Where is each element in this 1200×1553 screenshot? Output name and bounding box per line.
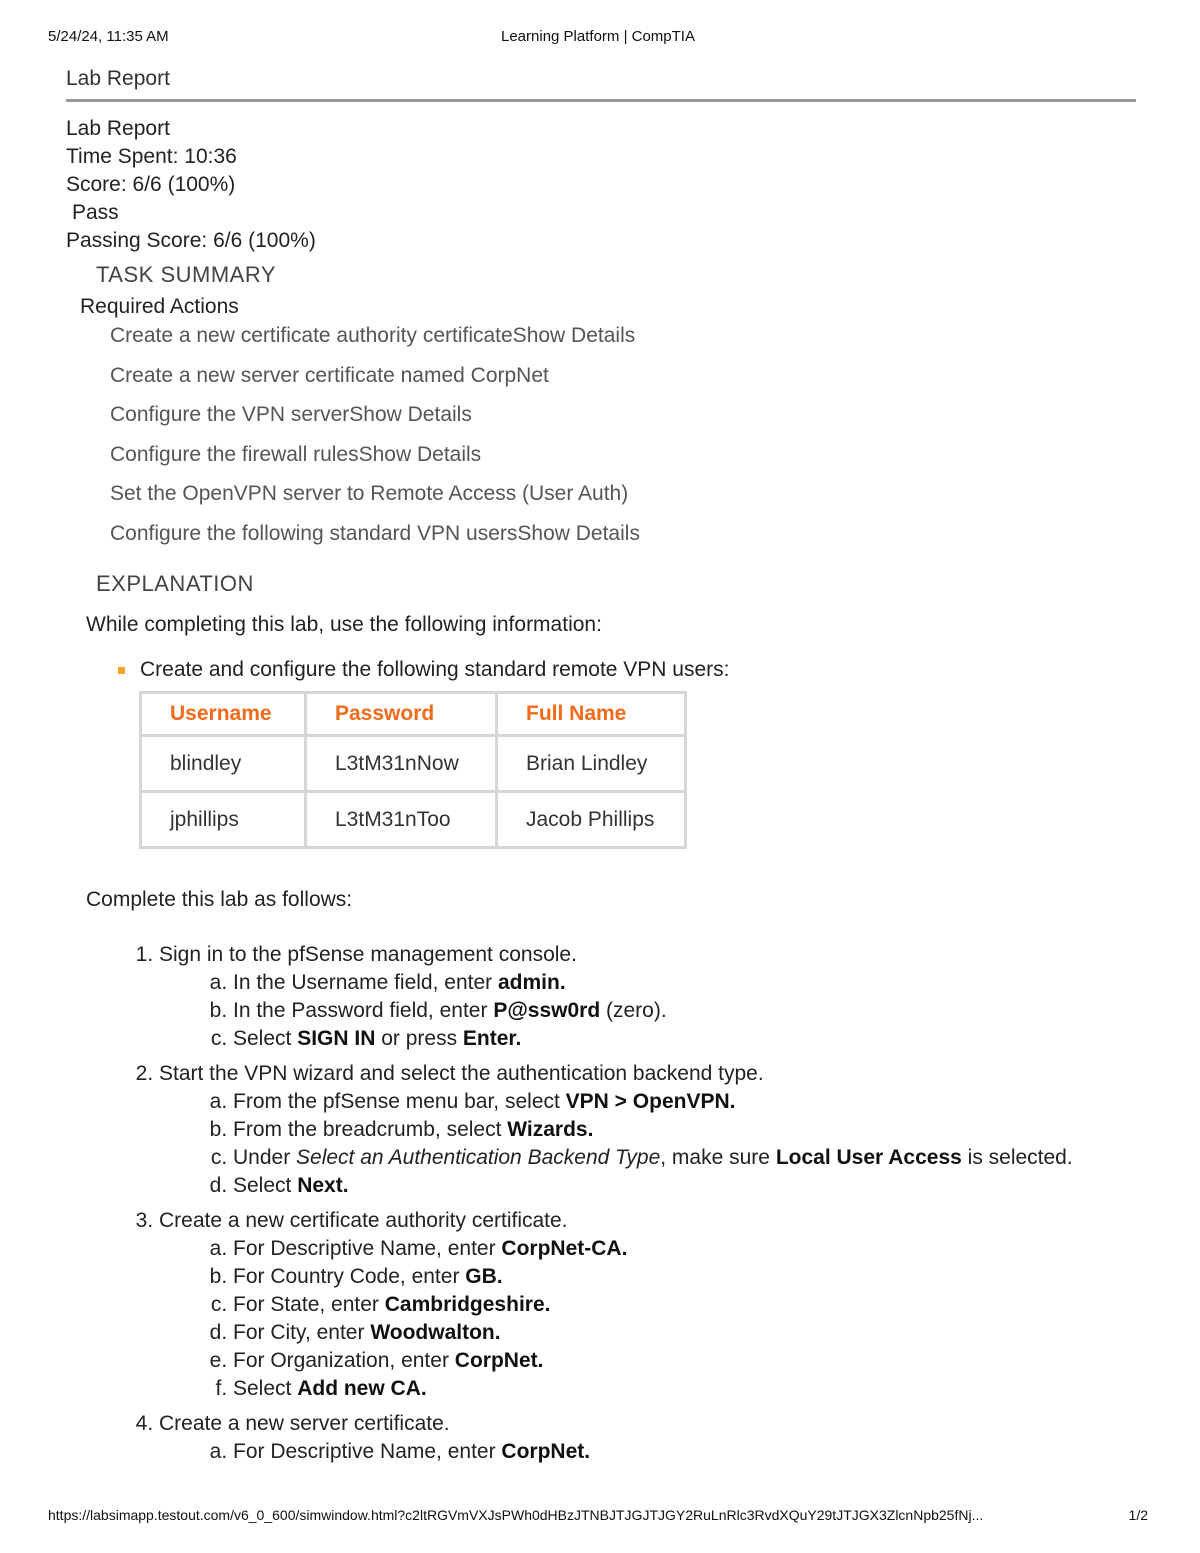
- column-header-username: Username: [141, 693, 306, 736]
- time-spent-row: [66, 143, 1136, 171]
- explanation-intro: While completing this lab, use the following information:: [86, 613, 602, 636]
- instruction-steps: [66, 941, 1136, 1466]
- title-divider: [66, 99, 1136, 102]
- step-item: [159, 941, 1136, 1053]
- page-title: Lab Report: [66, 67, 170, 90]
- score-value: 6/6 (100%): [132, 173, 236, 196]
- time-spent-value: 10:36: [184, 145, 237, 168]
- time-spent-label: Time Spent:: [66, 145, 179, 168]
- action-item[interactable]: Configure the VPN serverShow Details: [110, 403, 472, 426]
- page-number: 1/2: [1128, 1507, 1148, 1523]
- cell-full-name: Jacob Phillips: [497, 792, 686, 848]
- action-item: Set the OpenVPN server to Remote Access (User Auth): [110, 482, 629, 505]
- required-actions-heading: Required Actions: [80, 295, 239, 318]
- substep-list: [159, 1438, 1136, 1466]
- column-header-password: Password: [306, 693, 497, 736]
- substep-item: a. For Descriptive Name, enter CorpNet.: [233, 1438, 1136, 1466]
- action-item[interactable]: Configure the firewall rulesShow Details: [110, 442, 482, 466]
- print-page-title: Learning Platform | CompTIA: [501, 28, 695, 45]
- cell-username: blindley: [141, 736, 306, 792]
- status-badge: Pass: [72, 201, 119, 224]
- substep-item: e. For Organization, enter CorpNet.: [233, 1347, 1136, 1375]
- substep-item: d. Select Next.: [233, 1172, 1136, 1200]
- action-item[interactable]: Create a new certificate authority certificateShow Details: [110, 324, 636, 347]
- task-summary-heading: TASK SUMMARY: [96, 262, 276, 287]
- substep-item: b. For Country Code, enter GB.: [233, 1263, 1136, 1291]
- substep-item: a. For Descriptive Name, enter CorpNet-CA.: [233, 1235, 1136, 1263]
- substep-list: [159, 1088, 1136, 1200]
- step-title: Create a new certificate authority certificate.: [159, 1209, 568, 1232]
- substep-item: b. In the Password field, enter P@ssw0rd (zero).: [233, 997, 1136, 1025]
- table-header-row: [141, 693, 686, 736]
- step-item: [159, 1207, 1136, 1403]
- lab-report-content: [66, 64, 1136, 1473]
- bullet-square-icon: [118, 667, 125, 674]
- complete-intro: Complete this lab as follows:: [86, 888, 353, 911]
- substep-item: b. From the breadcrumb, select Wizards.: [233, 1116, 1136, 1144]
- passing-score-value: 6/6 (100%): [213, 229, 316, 252]
- cell-password: L3tM31nNow: [306, 736, 497, 792]
- substep-item: d. For City, enter Woodwalton.: [233, 1319, 1136, 1347]
- substep-item: c. Select SIGN IN or press Enter.: [233, 1025, 1136, 1053]
- vpn-users-table: [139, 691, 687, 849]
- print-footer: [48, 1507, 1148, 1527]
- substep-item: f. Select Add new CA.: [233, 1375, 1136, 1403]
- passing-score-row: [66, 227, 1136, 255]
- action-item: Create a new server certificate named CorpNet: [110, 363, 549, 387]
- substep-list: [159, 1235, 1136, 1403]
- cell-username: jphillips: [141, 792, 306, 848]
- substep-item: c. Under Select an Authentication Backend Type, make sure Local User Access is selected.: [233, 1144, 1136, 1172]
- step-title: Start the VPN wizard and select the authentication backend type.: [159, 1062, 764, 1085]
- score-label: Score:: [66, 173, 127, 196]
- print-date: 5/24/24, 11:35 AM: [48, 28, 169, 45]
- column-header-full-name: Full Name: [497, 693, 686, 736]
- table-row: [141, 736, 686, 792]
- bullet-item: [118, 655, 1136, 685]
- explanation-heading: EXPLANATION: [96, 571, 254, 596]
- action-item[interactable]: Configure the following standard VPN usersShow Details: [110, 521, 640, 545]
- substep-list: [159, 969, 1136, 1053]
- step-item: [159, 1410, 1136, 1466]
- passing-score-label: Passing Score:: [66, 229, 208, 252]
- cell-password: L3tM31nToo: [306, 792, 497, 848]
- page-url: https://labsimapp.testout.com/v6_0_600/simwindow.html?c2ltRGVmVXJsPWh0dHBzJTNBJTJGJTJGY2RuLnRlc3RvdXQuY29tJTJGX3ZlcnNpb25fNj...: [48, 1507, 984, 1523]
- bullet-text: Create and configure the following standard remote VPN users:: [140, 658, 730, 681]
- print-header: [48, 28, 1148, 48]
- substep-item: c. For State, enter Cambridgeshire.: [233, 1291, 1136, 1319]
- substep-item: a. In the Username field, enter admin.: [233, 969, 1136, 997]
- step-item: [159, 1060, 1136, 1200]
- pass-row: [66, 199, 1136, 227]
- cell-full-name: Brian Lindley: [497, 736, 686, 792]
- score-row: [66, 171, 1136, 199]
- substep-item: a. From the pfSense menu bar, select VPN > OpenVPN.: [233, 1088, 1136, 1116]
- table-row: [141, 792, 686, 848]
- step-title: Sign in to the pfSense management console.: [159, 943, 577, 966]
- report-title: Lab Report: [66, 117, 170, 140]
- step-title: Create a new server certificate.: [159, 1412, 450, 1435]
- required-actions-list: [66, 322, 1136, 559]
